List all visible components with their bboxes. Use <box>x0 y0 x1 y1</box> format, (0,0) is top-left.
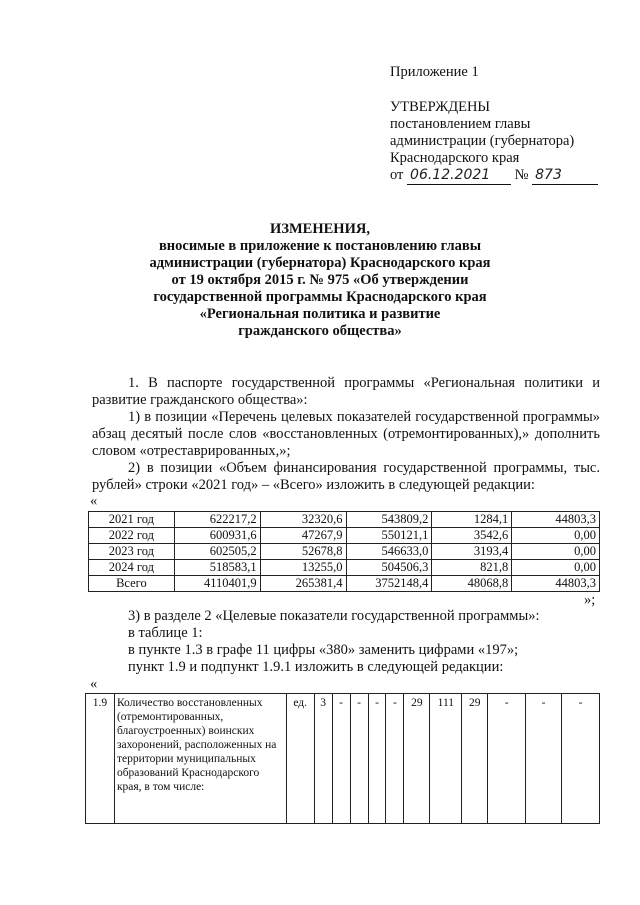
paragraph: 1) в позиции «Перечень целевых показателей государственной программы» абзац десятый после слов «восстановленных (отремонтированных),» дополнить словом «отреставрированных,»; <box>92 409 600 459</box>
table-cell: 52678,8 <box>260 544 346 560</box>
value-cell: - <box>488 694 526 824</box>
table-cell: 2024 год <box>89 560 175 576</box>
table-cell: 600931,6 <box>174 528 260 544</box>
table-cell: 3752148,4 <box>346 576 432 592</box>
paragraph: в таблице 1: <box>128 625 203 641</box>
table-cell: 32320,6 <box>260 512 346 528</box>
table-cell: 44803,3 <box>512 576 600 592</box>
value-cell: - <box>368 694 386 824</box>
title-line: от 19 октября 2015 г. № 975 «Об утверждении <box>171 272 469 288</box>
paragraph: 1. В паспорте государственной программы «Региональная политики и развитие гражданского общества»: <box>92 375 600 408</box>
from-label: от <box>390 167 404 183</box>
row-number: 1.9 <box>86 694 115 824</box>
table-cell: 265381,4 <box>260 576 346 592</box>
title-line: гражданского общества» <box>238 323 402 339</box>
value-cell: - <box>350 694 368 824</box>
table-cell: 3193,4 <box>432 544 512 560</box>
indicator-table <box>85 693 600 824</box>
approval-line-1: постановлением главы <box>390 116 531 132</box>
approval-block <box>390 64 598 185</box>
body-section-1 <box>92 375 600 494</box>
indicator-name: Количество восстановленных (отремонтированных, благоустроенных) воинских захоронений, расположенных на территории муниципальных образований Краснодарского края, в том числе: <box>114 694 286 824</box>
value-cell: - <box>526 694 562 824</box>
table-row <box>86 694 600 824</box>
quote-open-2: « <box>90 676 98 692</box>
document-title <box>120 221 520 340</box>
value-cell: - <box>332 694 350 824</box>
table-cell: 2022 год <box>89 528 175 544</box>
table-row <box>89 560 600 576</box>
table-row-total <box>89 576 600 592</box>
table-cell: 550121,1 <box>346 528 432 544</box>
finance-table <box>88 511 600 592</box>
paragraph: 2) в позиции «Объем финансирования государственной программы, тыс. рублей» строки «2021 год» – «Всего» изложить в следующей редакции: <box>92 460 600 493</box>
title-line: государственной программы Краснодарского края <box>153 289 487 305</box>
title-line: администрации (губернатора) Краснодарского края <box>149 255 491 271</box>
quote-open: « <box>90 493 98 509</box>
value-cell: - <box>386 694 404 824</box>
table-cell: 3542,6 <box>432 528 512 544</box>
paragraph: пункт 1.9 и подпункт 1.9.1 изложить в следующей редакции: <box>128 659 504 675</box>
table-cell: 0,00 <box>512 528 600 544</box>
appendix-label: Приложение 1 <box>390 64 479 80</box>
table-cell: 821,8 <box>432 560 512 576</box>
table-cell: 1284,1 <box>432 512 512 528</box>
table-cell: 13255,0 <box>260 560 346 576</box>
table-cell: 0,00 <box>512 560 600 576</box>
table-cell: 504506,3 <box>346 560 432 576</box>
table-cell: 2023 год <box>89 544 175 560</box>
approved-label: УТВЕРЖДЕНЫ <box>390 99 491 115</box>
approval-line-2: администрации (губернатора) <box>390 133 575 149</box>
approval-date: 06.12.2021 <box>410 167 491 183</box>
table-cell: 47267,9 <box>260 528 346 544</box>
table-cell: 2021 год <box>89 512 175 528</box>
table-cell: 622217,2 <box>174 512 260 528</box>
table-cell: 546633,0 <box>346 544 432 560</box>
title-line: вносимые в приложение к постановлению главы <box>158 238 482 254</box>
unit-cell: ед. <box>286 694 314 824</box>
table-cell: 4110401,9 <box>174 576 260 592</box>
number-label: № <box>514 167 529 183</box>
title-heading: ИЗМЕНЕНИЯ, <box>270 221 370 237</box>
approval-line-3: Краснодарского края <box>390 150 520 166</box>
table-cell: 543809,2 <box>346 512 432 528</box>
value-cell: 29 <box>462 694 488 824</box>
table-row <box>89 544 600 560</box>
value-cell: 3 <box>314 694 332 824</box>
table-row <box>89 512 600 528</box>
approval-number: 873 <box>535 167 562 183</box>
table-cell: 48068,8 <box>432 576 512 592</box>
title-line: «Региональная политика и развитие <box>199 306 441 322</box>
table-cell: 518583,1 <box>174 560 260 576</box>
table-row <box>89 528 600 544</box>
value-cell: 111 <box>430 694 462 824</box>
approval-date-line <box>390 167 598 185</box>
table-cell: Всего <box>89 576 175 592</box>
quote-close: »; <box>584 592 596 608</box>
table-cell: 0,00 <box>512 544 600 560</box>
value-cell: - <box>562 694 600 824</box>
paragraph: 3) в разделе 2 «Целевые показатели государственной программы»: <box>128 608 540 624</box>
table-cell: 44803,3 <box>512 512 600 528</box>
table-cell: 602505,2 <box>174 544 260 560</box>
body-section-2 <box>92 608 600 676</box>
paragraph: в пункте 1.3 в графе 11 цифры «380» заменить цифрами «197»; <box>128 642 519 658</box>
value-cell: 29 <box>404 694 430 824</box>
